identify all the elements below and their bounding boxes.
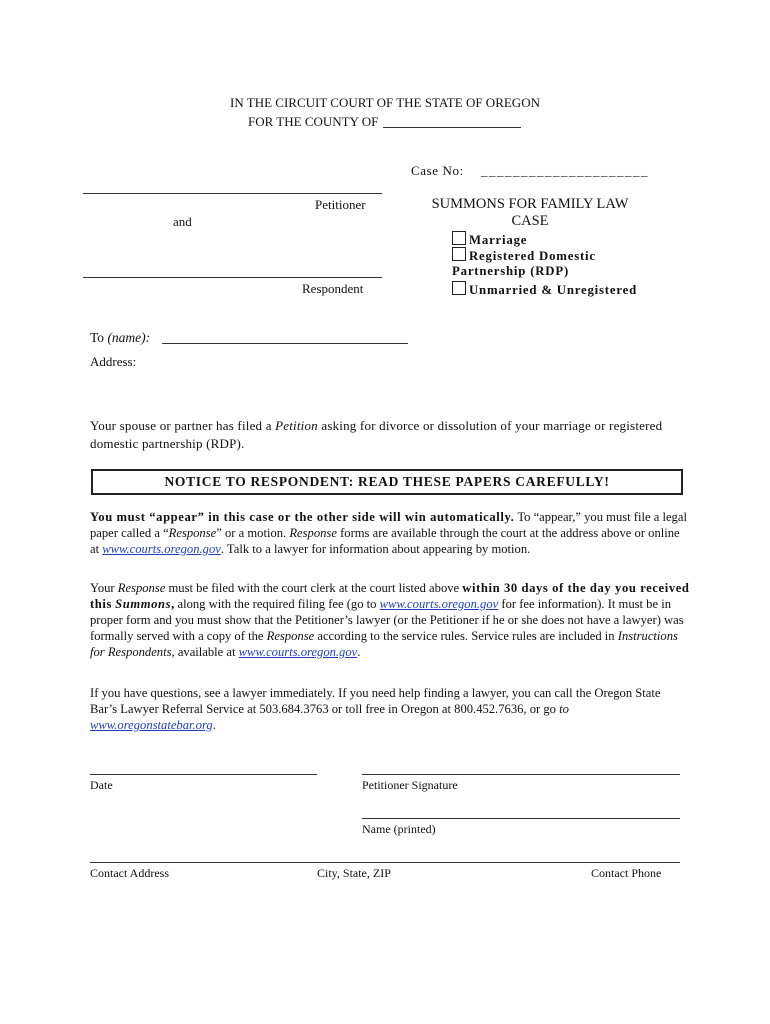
case-no-blank[interactable]: _____________________ <box>481 163 649 178</box>
courts-link-2[interactable]: www.courts.oregon.gov <box>379 597 499 611</box>
notice-heading: NOTICE TO RESPONDENT: READ THESE PAPERS CAREFULLY! <box>164 474 610 489</box>
rdp-checkbox[interactable] <box>452 247 466 261</box>
name-printed-line[interactable] <box>362 818 680 819</box>
petitioner-signature-line[interactable] <box>362 774 680 775</box>
case-type-rdp-cont: Partnership (RDP) <box>452 264 570 278</box>
court-heading-line1: IN THE CIRCUIT COURT OF THE STATE OF OREGON <box>230 95 540 110</box>
form-title-line1: SUMMONS FOR FAMILY LAW <box>431 196 629 212</box>
case-type-marriage: Marriage <box>452 231 527 248</box>
city-state-zip-label: City, State, ZIP <box>317 866 391 880</box>
petitioner-name-line[interactable] <box>83 193 382 194</box>
form-title <box>410 196 650 230</box>
date-line[interactable] <box>90 774 317 775</box>
contact-phone-label: Contact Phone <box>591 866 662 880</box>
intro-paragraph: Your spouse or partner has filed a Petition asking for divorce or dissolution of your marriage or registered domestic partnership (RDP). <box>90 418 663 451</box>
case-no-label: Case No: <box>411 163 464 178</box>
and-label: and <box>173 214 192 229</box>
county-blank-line[interactable] <box>383 127 521 128</box>
appear-paragraph: You must “appear” in this case or the other side will win automatically. To “appear,” you must file a legal paper called a “Response” or a motion. Response forms are available through the court at the address above or online at www.courts.oregon.gov. Talk to a lawyer for information about appearing by motion. <box>90 510 687 556</box>
petitioner-signature-label: Petitioner Signature <box>362 778 458 792</box>
unmarried-checkbox[interactable] <box>452 281 466 295</box>
petitioner-label: Petitioner <box>315 197 366 212</box>
respondent-label: Respondent <box>302 281 364 296</box>
date-label: Date <box>90 778 113 792</box>
form-title-line2: CASE <box>511 213 549 229</box>
contact-info-line[interactable] <box>90 862 680 863</box>
notice-box <box>91 469 683 495</box>
name-printed-label: Name (printed) <box>362 822 436 836</box>
contact-address-label: Contact Address <box>90 866 169 880</box>
oregon-state-bar-link[interactable]: www.oregonstatebar.org <box>90 718 213 732</box>
response-paragraph: Your Response must be filed with the court clerk at the court listed above within 30 days of the day you received this Summons, along with the required filing fee (go to www.courts.oregon.gov for fee information). It must be in proper form and you must show that the Petitioner’s lawyer (or the Petitioner if he or she does not have a lawyer) was formally served with a copy of the Response according to the service rules. Service rules are included in Instructions for Respondents, available at www.courts.oregon.gov. <box>90 581 690 659</box>
to-name-label: To (name): <box>90 330 151 345</box>
case-type-rdp: Registered Domestic <box>452 247 596 264</box>
courts-link-3[interactable]: www.courts.oregon.gov <box>238 645 358 659</box>
address-label: Address: <box>90 354 137 369</box>
questions-paragraph: If you have questions, see a lawyer immediately. If you need help finding a lawyer, you can call the Oregon State Bar’s Lawyer Referral Service at 503.684.3763 or toll free in Oregon at 800.452.7636, or go to www.oregonstatebar.org. <box>90 686 661 732</box>
case-type-unmarried: Unmarried & Unregistered <box>452 281 637 298</box>
courts-link-1[interactable]: www.courts.oregon.gov <box>102 542 221 556</box>
marriage-checkbox[interactable] <box>452 231 466 245</box>
court-heading-line2: FOR THE COUNTY OF <box>248 114 379 129</box>
to-name-line[interactable] <box>162 343 408 344</box>
respondent-name-line[interactable] <box>83 277 382 278</box>
